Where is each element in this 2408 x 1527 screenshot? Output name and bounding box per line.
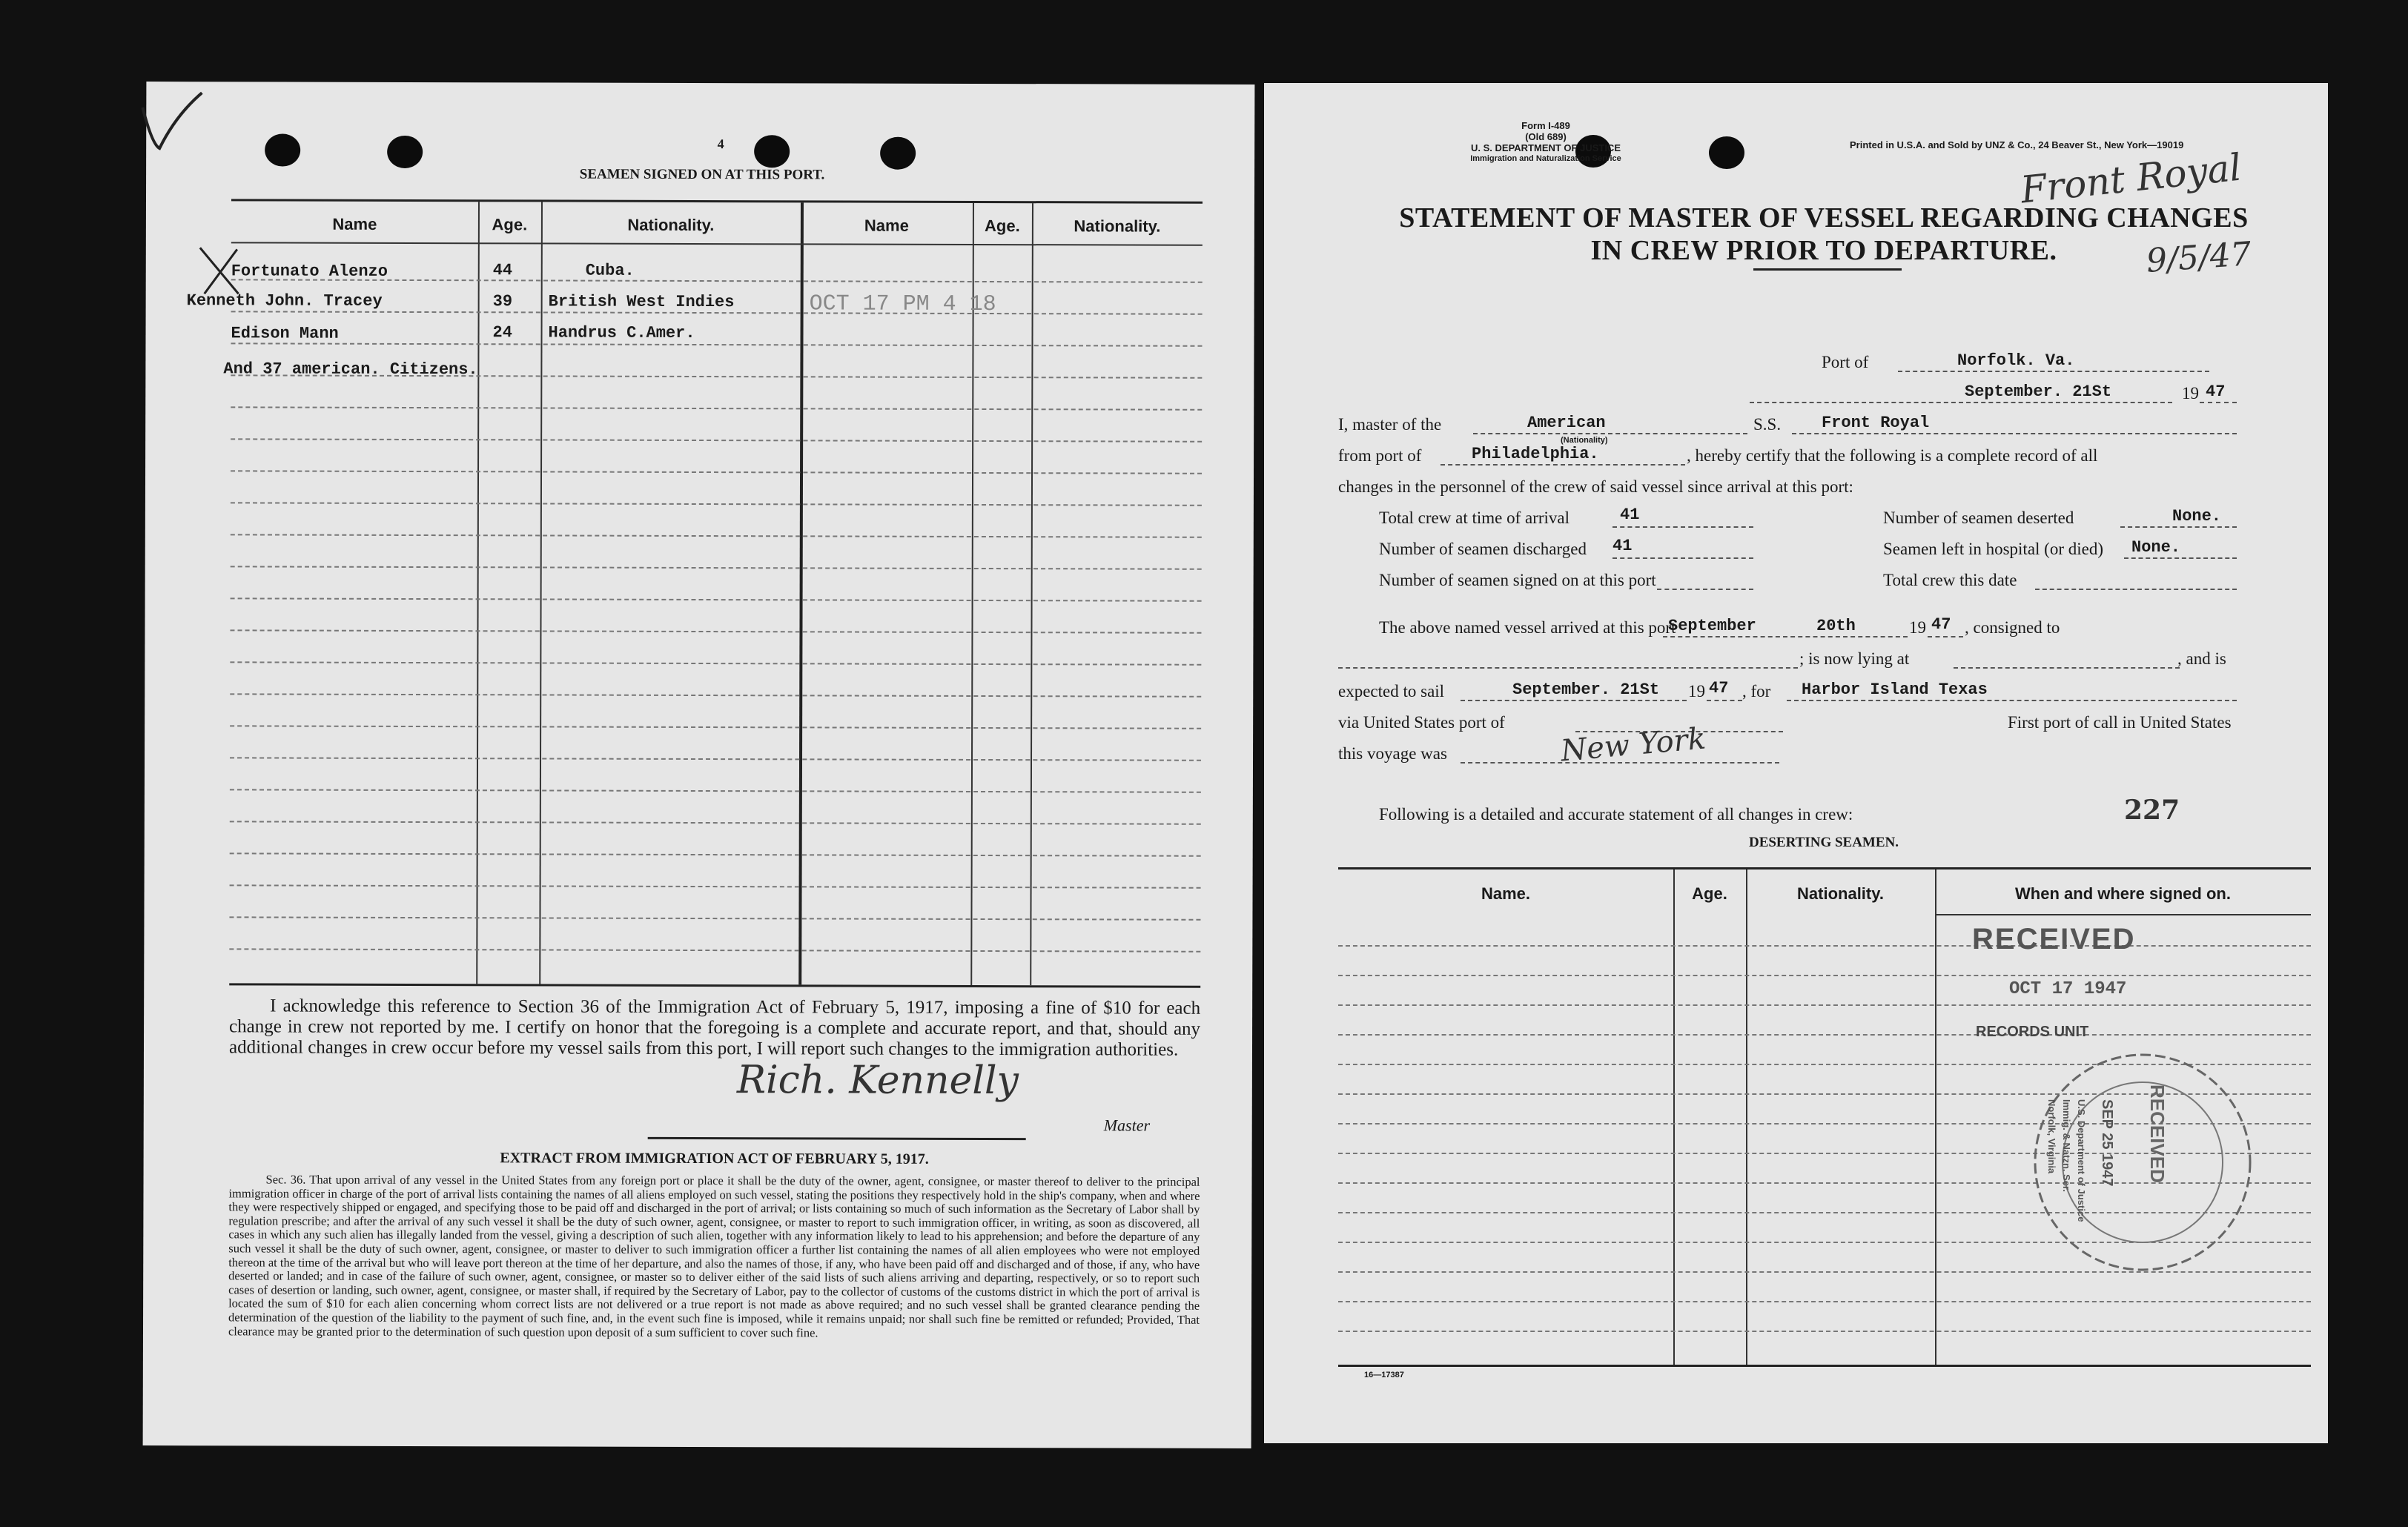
lying-line	[1954, 667, 2180, 669]
round-stamp-date: SEP 25 1947	[2099, 1099, 2115, 1187]
arrived-value: September	[1668, 617, 1756, 635]
port-value: Norfolk. Va.	[1957, 351, 2075, 370]
ss-label: S.S.	[1753, 415, 1782, 434]
handwritten-date: 9/5/47	[2145, 235, 2253, 280]
destination-line	[1787, 700, 2237, 701]
crew-summary: And 37 american. Citizens.	[223, 360, 478, 380]
year-line	[2200, 402, 2237, 403]
column-header-nationality: Nationality.	[1074, 216, 1161, 236]
hospital-line	[2124, 557, 2237, 559]
extract-title: EXTRACT FROM IMMIGRATION ACT OF FEBRUARY 5, 1917.	[500, 1150, 929, 1167]
sail-date-line	[1461, 700, 1687, 701]
seaman-nationality: Cuba.	[585, 261, 635, 280]
binder-hole	[387, 136, 423, 168]
hospital-label: Seamen left in hospital (or died)	[1883, 540, 2104, 558]
old-form-number: (Old 689)	[1525, 131, 1567, 142]
column-header-name: Name.	[1481, 884, 1531, 903]
received-stamp: RECEIVED	[1972, 923, 2136, 955]
master-signature: Rich. Kennelly	[736, 1058, 1019, 1104]
round-stamp-service: Immig. & Natzn. Ser.	[2061, 1099, 2072, 1192]
deserted-line	[2120, 526, 2237, 528]
service-name: Immigration and Naturalization Service	[1470, 154, 1621, 163]
first-port-label: First port of call in United States	[2008, 713, 2232, 732]
discharged-label: Number of seamen discharged	[1379, 540, 1587, 558]
acknowledgment-text: I acknowledge this reference to Section 36 of the Immigration Act of February 5, 1917, imposing a fine of $10 for each change in crew not reported by me. I certify on honor that the foregoing is a complete and accurate report, and that, should any additional changes in crew occur before my vessel sails from this port, I will report such changes to the immigration authorities.	[228, 996, 1201, 1060]
from-port-label: from port of	[1338, 446, 1422, 465]
records-unit-stamp: RECORDS UNIT	[1976, 1024, 2089, 1040]
form-footer: 16—17387	[1364, 1371, 1404, 1379]
for-label: , for	[1742, 682, 1771, 700]
total-crew-arrival-value: 41	[1620, 506, 1640, 524]
column-header-age: Age.	[1692, 884, 1727, 903]
seaman-name: Kenneth John. Tracey	[186, 291, 383, 311]
signed-on-label: Number of seamen signed on at this port	[1379, 571, 1656, 589]
voyage-label: this voyage was	[1338, 744, 1447, 763]
signature-role: Master	[1103, 1116, 1151, 1135]
seaman-age: 39	[492, 292, 513, 311]
certify-text: , hereby certify that the following is a complete record of all	[1687, 446, 2098, 465]
consigned-label: , consigned to	[1965, 618, 2060, 637]
binder-hole	[1709, 136, 1744, 169]
right-page	[1264, 83, 2328, 1443]
total-crew-date-line	[2035, 589, 2237, 590]
sail-year-line	[1707, 700, 1742, 701]
form-title-line-1: STATEMENT OF MASTER OF VESSEL REGARDING CHANGES	[1399, 202, 2249, 233]
and-is-label: , and is	[2177, 649, 2226, 668]
column-header-nationality: Nationality.	[627, 215, 715, 235]
seaman-age: 24	[492, 323, 512, 342]
arrived-year-line	[1928, 636, 1963, 637]
date-value: September. 21St	[1965, 382, 2112, 401]
handwritten-vessel-name: Front Royal	[2018, 145, 2243, 212]
sail-year: 47	[1709, 679, 1729, 698]
binder-hole	[880, 137, 916, 170]
destination: Harbor Island Texas	[1802, 680, 1988, 699]
column-header-age: Age.	[985, 216, 1020, 236]
total-crew-arrival-line	[1612, 526, 1753, 528]
from-port-value: Philadelphia.	[1472, 445, 1599, 463]
round-stamp-received: RECEIVED	[2146, 1084, 2169, 1183]
nationality-line	[1473, 433, 1747, 434]
voyage-value: New York	[1559, 721, 1707, 769]
port-line	[1898, 371, 2209, 372]
column-header-age: Age.	[492, 215, 528, 234]
round-stamp-location: Norfolk, Virginia	[2046, 1099, 2057, 1174]
port-label: Port of	[1822, 353, 1869, 371]
faint-date-stamp: OCT 17 PM 4 18	[809, 291, 996, 318]
seaman-age: 44	[492, 261, 513, 280]
from-port-line	[1440, 464, 1685, 466]
lying-label: ; is now lying at	[1799, 649, 1910, 668]
arrived-year-prefix: 19	[1909, 618, 1926, 637]
extract-text: Sec. 36. That upon arrival of any vessel in the United States from any foreign port or place it shall be the duty of the owner, agent, consignee, or master thereof to deliver to the principal immigration officer in charge of the port of arrival lists containing the names of all aliens employed on such vessel, stating the positions they respectively hold in the ship's company, when and where they were respectively shipped or engaged, and specifying those to be paid off and discharged in the port of arrival; or lists containing so much of such information as the Secretary of Labor shall by regulation prescribe; and after the arrival of any such vessel it shall be the duty of such owner, agent, consignee, or master to report to such immigration officer, in writing, as soon as discovered, all cases in which any such alien has illegally landed from the vessel, giving a description of such alien, together with any information likely to lead to his apprehension; and before the departure of any such vessel it shall be the duty of such owner, agent, consignee, or master to deliver to such immigration officer a further list containing the names of all alien employees who were not employed thereon at the time of the arrival but who will leave port thereon at the time of her departure, and also the names of those, if any, who have been paid off and discharged and of those, if any, who have deserted or landed; and in case of the failure of such owner, agent, consignee, or master so to deliver either of the said lists of such aliens arriving and departing, respectively, or so to report such cases of desertion or landing, such owner, agent, consignee, or master shall, if required by the Secretary of Labor, pay to the collector of customs of the customs district in which the port of arrival is located the sum of $10 for each alien concerning whom correct lists are not delivered or a true report is not made as above required; and no such vessel shall be granted clearance pending the determination of the question of the liability to the payment of such fine, and, in the event such fine is imposed, while it remains unpaid; nor shall such fine be remitted or refunded; Provided, That clearance may be granted prior to the determination of such question upon deposit of a sum sufficient to cover such fine.	[228, 1172, 1200, 1339]
arrived-year: 47	[1931, 615, 1951, 634]
expected-label: expected to sail	[1338, 682, 1445, 700]
sail-year-prefix: 19	[1688, 682, 1705, 700]
sail-date: September. 21St	[1512, 680, 1660, 699]
deserted-label: Number of seamen deserted	[1883, 509, 2074, 527]
received-stamp-date: OCT 17 1947	[2009, 979, 2127, 999]
check-mark-icon	[131, 85, 213, 167]
consignee-line	[1338, 667, 1798, 669]
nationality-value: American	[1527, 414, 1606, 432]
column-header-signed-on: When and where signed on.	[2015, 884, 2231, 903]
column-header-name: Name	[332, 214, 377, 233]
total-crew-date-label: Total crew this date	[1883, 571, 2017, 589]
ship-name: Front Royal	[1822, 414, 1930, 432]
signed-on-line	[1657, 589, 1753, 590]
total-crew-arrival-label: Total crew at time of arrival	[1379, 509, 1570, 527]
year-value: 47	[2206, 382, 2226, 401]
column-header-name: Name	[864, 216, 909, 235]
left-page	[143, 82, 1255, 1448]
nationality-caption: (Nationality)	[1561, 436, 1608, 445]
via-label: via United States port of	[1338, 713, 1505, 732]
seaman-nationality: British West Indies	[548, 292, 735, 312]
handwritten-number: 227	[2124, 795, 2180, 826]
binder-hole	[754, 135, 790, 168]
changes-text: changes in the personnel of the crew of said vessel since arrival at this port:	[1338, 477, 1853, 496]
seamen-signed-on-table	[186, 199, 1203, 987]
round-stamp-department: U.S. Department of Justice	[2076, 1099, 2087, 1222]
arrived-label: The above named vessel arrived at this port	[1379, 618, 1676, 637]
printer-info: Printed in U.S.A. and Sold by UNZ & Co., 24 Beaver St., New York—19019	[1850, 139, 2184, 150]
arrived-line	[1663, 636, 1908, 637]
section-title: DESERTING SEAMEN.	[1748, 835, 1899, 850]
form-title-line-2: IN CREW PRIOR TO DEPARTURE.	[1590, 235, 2057, 266]
year-prefix: 19	[2182, 384, 2199, 403]
date-line	[1750, 402, 2172, 403]
form-number: Form I-489	[1521, 120, 1570, 131]
title-underline	[1753, 268, 1902, 271]
form-header	[1435, 120, 1657, 165]
department-name: U. S. DEPARTMENT OF JUSTICE	[1471, 142, 1621, 153]
seaman-name: Fortunato Alenzo	[231, 262, 388, 281]
column-header-nationality: Nationality.	[1797, 884, 1884, 903]
ship-name-line	[1792, 433, 2237, 434]
page-number: 4	[717, 136, 724, 152]
seaman-nationality: Handrus C.Amer.	[548, 323, 695, 342]
discharged-line	[1612, 557, 1753, 559]
page-title: SEAMEN SIGNED ON AT THIS PORT.	[579, 166, 825, 183]
hospital-value: None.	[2131, 538, 2181, 557]
deserted-value: None.	[2172, 507, 2222, 526]
deserting-seamen-table	[1338, 867, 2311, 1367]
arrived-day: 20th	[1816, 617, 1856, 635]
seaman-name: Edison Mann	[231, 324, 339, 343]
master-label: I, master of the	[1338, 415, 1442, 434]
following-label: Following is a detailed and accurate statement of all changes in crew:	[1379, 805, 1853, 824]
discharged-value: 41	[1612, 537, 1633, 555]
signature-line	[648, 1137, 1026, 1140]
binder-hole	[265, 133, 300, 166]
